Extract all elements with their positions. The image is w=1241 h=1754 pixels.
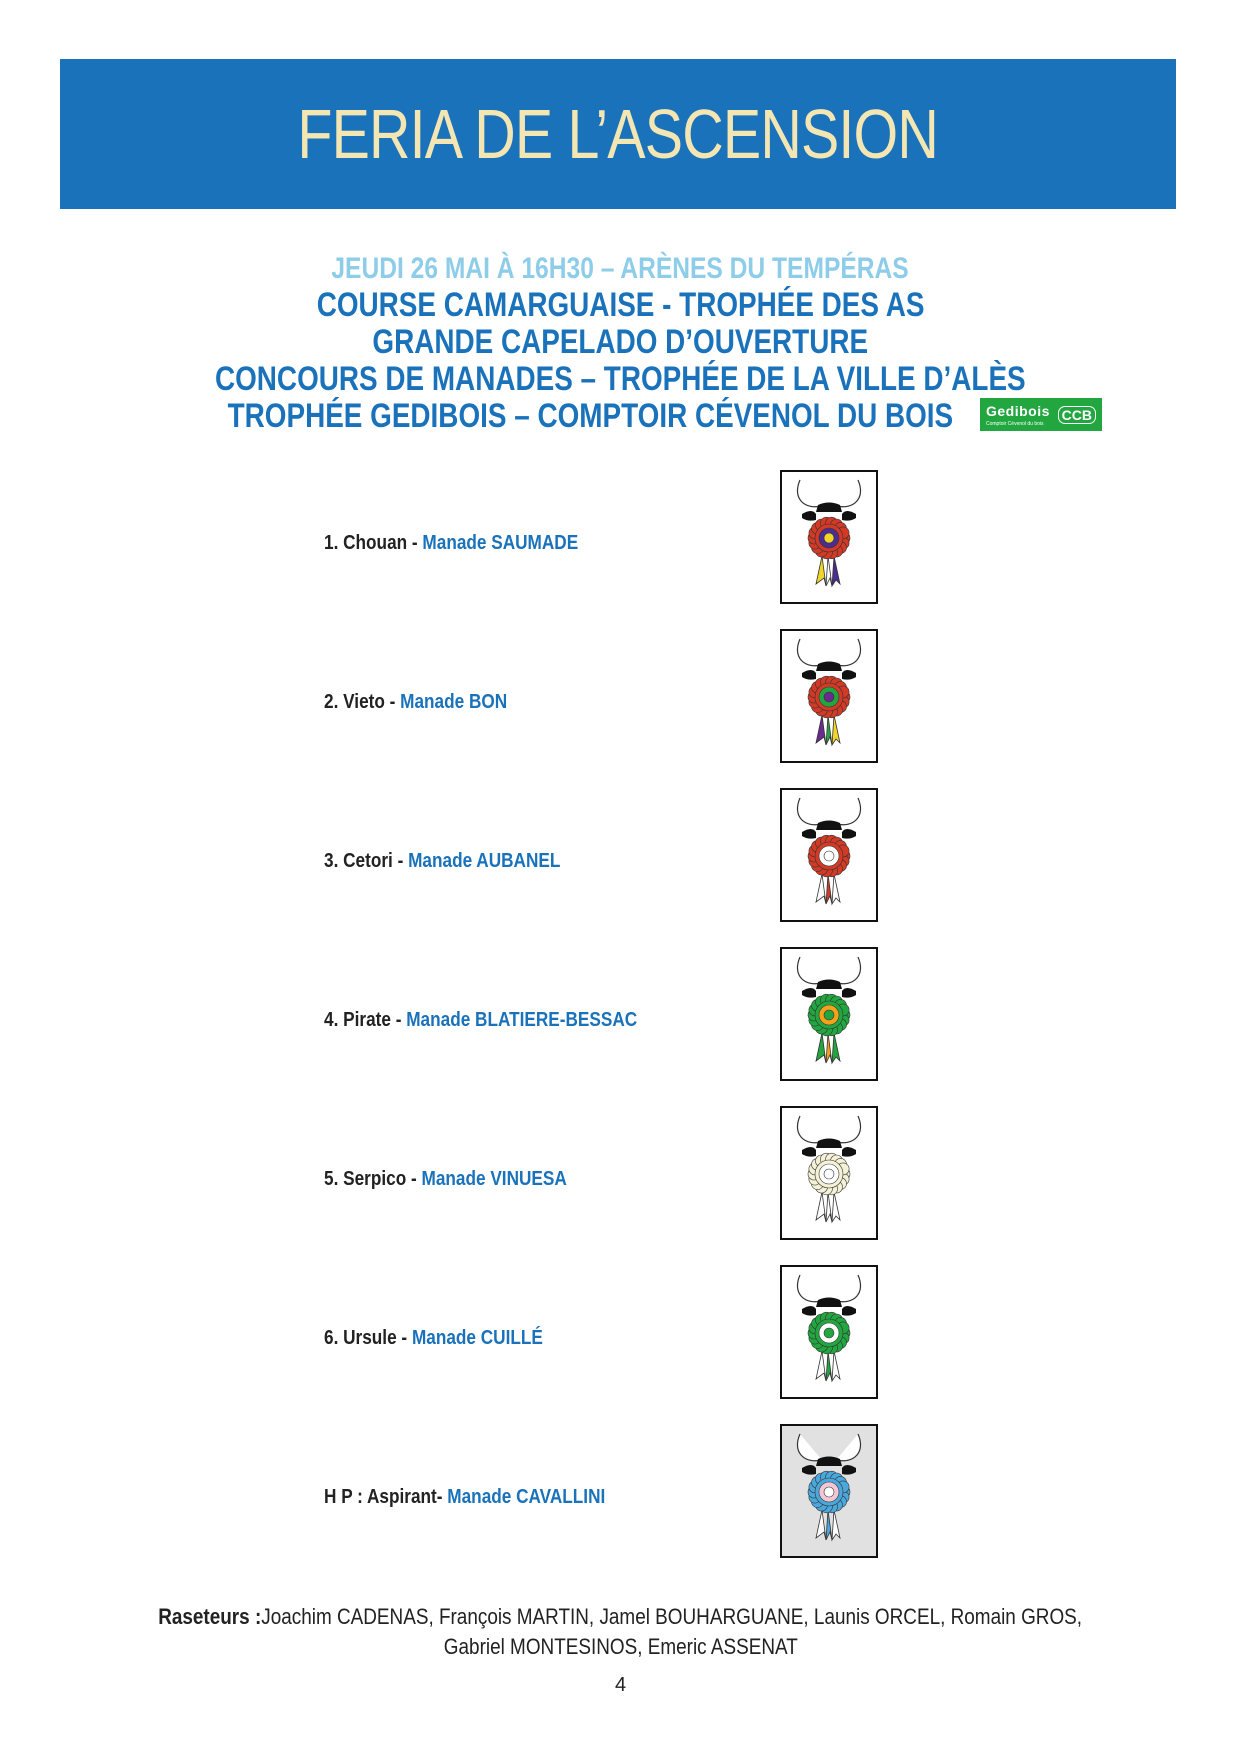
logo-badge: CCB (1058, 406, 1096, 424)
bull-name: 2. Vieto - (324, 691, 401, 713)
cocarde-icon (780, 629, 878, 763)
logo-subtitle: Comptoir Cévenol du bois (986, 420, 1044, 427)
bull-entry (324, 1009, 637, 1032)
manade-name: Manade SAUMADE (422, 532, 579, 554)
bull-name: 5. Serpico - (324, 1168, 422, 1190)
raseteurs-line-2 (0, 1634, 1241, 1660)
page-number: 4 (614, 1674, 627, 1696)
bull-name: H P : Aspirant- (324, 1486, 448, 1508)
bull-name: 1. Chouan - (324, 532, 423, 554)
raseteurs-names-2: Gabriel MONTESINOS, Emeric ASSENAT (443, 1634, 798, 1659)
bull-entry (324, 1327, 543, 1350)
raseteurs-line-1 (0, 1604, 1241, 1630)
raseteurs-label: Raseteurs : (158, 1604, 262, 1629)
cocarde-icon (780, 470, 878, 604)
cocarde-icon (780, 1424, 878, 1558)
cocarde-icon (780, 788, 878, 922)
logo-name: Gedibois (986, 402, 1050, 419)
cocarde-icon (780, 1106, 878, 1240)
event-title-line-2: GRANDE CAPELADO D’OUVERTURE (372, 323, 869, 361)
bull-entry (324, 691, 507, 714)
page-title: FERIA DE L’ASCENSION (297, 95, 939, 173)
gedibois-logo (980, 398, 1102, 431)
cocarde-icon (780, 947, 878, 1081)
manade-name: Manade BLATIERE-BESSAC (406, 1009, 638, 1031)
manade-name: Manade BON (400, 691, 508, 713)
bull-name: 3. Cetori - (324, 850, 409, 872)
event-date-line: JEUDI 26 MAI À 16H30 – ARÈNES DU TEMPÉRAS (331, 252, 910, 285)
bull-entry (324, 532, 578, 555)
title-banner (60, 59, 1176, 209)
bull-name: 4. Pirate - (324, 1009, 407, 1031)
event-title-line-1: COURSE CAMARGUAISE - TROPHÉE DES AS (316, 286, 925, 324)
manade-name: Manade CUILLÉ (411, 1327, 543, 1349)
event-title-line-3: CONCOURS DE MANADES – TROPHÉE DE LA VILLE D’ALÈS (215, 360, 1026, 398)
event-title-line-4: TROPHÉE GEDIBOIS – COMPTOIR CÉVENOL DU BOIS (227, 397, 954, 435)
manade-name: Manade AUBANEL (408, 850, 561, 872)
raseteurs-names-1: Joachim CADENAS, François MARTIN, Jamel BOUHARGUANE, Launis ORCEL, Romain GROS, (261, 1604, 1083, 1629)
manade-name: Manade CAVALLINI (447, 1486, 606, 1508)
bull-entry (324, 850, 560, 873)
cocarde-icon (780, 1265, 878, 1399)
bull-name: 6. Ursule - (324, 1327, 412, 1349)
bull-entry (324, 1168, 567, 1191)
manade-name: Manade VINUESA (421, 1168, 567, 1190)
bull-entry (324, 1486, 605, 1509)
